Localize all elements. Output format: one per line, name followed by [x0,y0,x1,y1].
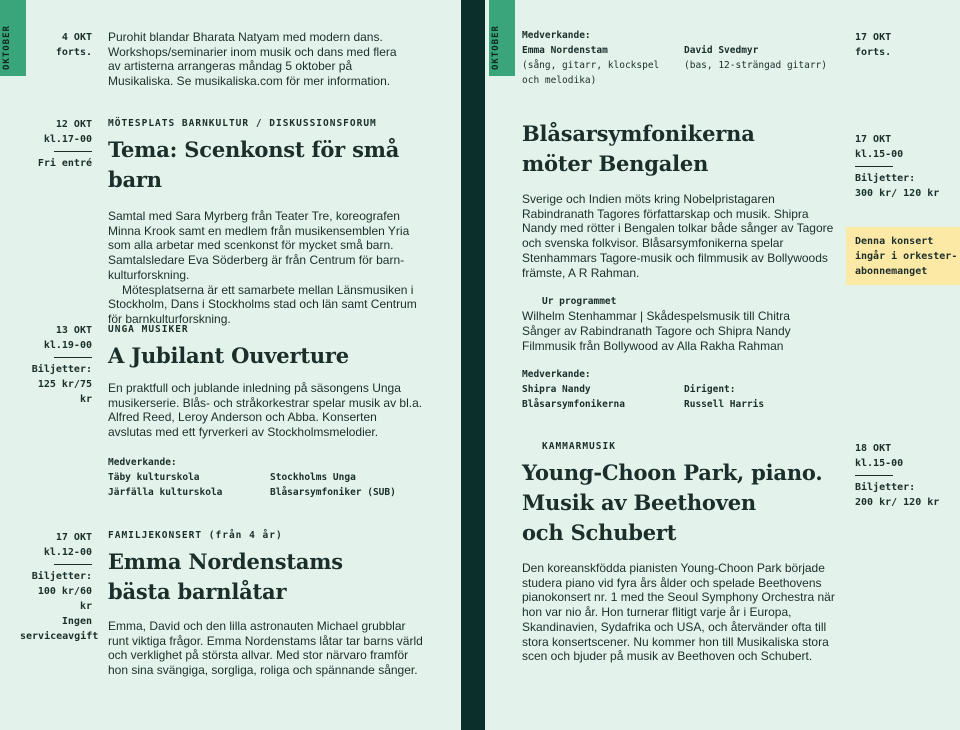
continuation-text: Purohit blandar Bharata Natyam med modern dans. Workshops/seminarier inom musik och dans med flera av artisterna arrangeras måndag 5 oktober på Musikaliska. Se musikaliska.com för mer information. [108,30,397,89]
continuation-date [30,30,92,60]
tickets-label: Biljetter: [31,571,92,582]
event-description: Mötesplatserna är ett samarbete mellan Länsmusiken i Stockholm, Dans i Stockholms stad och län samt Centrum för barnkulturforskning. [108,282,417,326]
price: 200 kr/ 120 kr [855,497,940,508]
event-title: Blåsarsymfonikerna [522,121,755,146]
event-description: En praktfull och jublande inledning på säsongens Unga musikerserie. Blås- och stråkorkestrar spelar musik av bl.a. Alfred Reed, Leroy Anderson och Abba. Konserten avslutas med ett fyrverkeri av Stockholmsmelodier. [108,381,423,440]
event-scenkonst [108,118,428,327]
price: 300 kr/ 120 kr [855,188,940,199]
time: kl.15-00 [855,149,904,160]
month-tab-label: OKTOBER [2,25,12,70]
date: 12 OKT [55,119,92,130]
performer-name: David Svedmyr [684,45,759,56]
program-item: Wilhelm Stenhammar | Skådespelsmusik till Chitra [522,309,790,324]
event-category: MÖTESPLATS BARNKULTUR / DISKUSSIONSFORUM [108,118,377,129]
date: 17 OKT [55,532,92,543]
fee-note: Ingen [61,616,92,627]
note-line: abonnemanget [855,266,928,277]
continued: forts. [55,47,92,58]
event-category: KAMMARMUSIK [542,441,616,452]
time: kl.17-00 [43,134,92,145]
event-blasarsymfonikerna [522,119,840,412]
date: 4 OKT [61,32,92,43]
program-item: Sånger av Rabindranath Tagore och Shipra Nandy [522,323,791,338]
event-title: bästa barnlåtar [108,579,287,604]
time: kl.12-00 [43,547,92,558]
conductor-col [684,382,764,412]
performer-col [270,470,396,500]
entry-info: Fri entré [37,158,92,169]
performer-emma [522,43,667,88]
performers-label: Medverkande: [522,369,591,381]
page-spine [461,0,485,730]
event-description: Samtal med Sara Myrberg från Teater Tre, koreografen Minna Krook samt en medlem från musikensemblen Yria som alla arbetar med scenkonst för mycket små barn. Samtalsledare Eva Söderberg är från Centrum för barnkulturforskning. [108,209,410,282]
event-emma-nordenstam [108,530,426,678]
performer: Shipra Nandy [522,384,591,396]
event-category: FAMILJEKONSERT (från 4 år) [108,530,283,541]
event-meta [20,117,92,171]
price: 100 kr/60 kr [37,586,92,612]
subscription-note [846,227,960,285]
performer-col [522,382,684,412]
note-line: Denna konsert [855,236,934,247]
event-young-choon-park [522,441,842,664]
performer: Täby kulturskola [108,471,200,483]
performer-role: (bas, 12-strängad gitarr) [684,60,827,71]
performers-list [108,470,423,500]
performer: Järfälla kulturskola [108,486,223,498]
time: kl.15-00 [855,458,904,469]
tickets-label: Biljetter: [31,364,92,375]
performer-name: Emma Nordenstam [522,45,608,56]
date: 13 OKT [55,325,92,336]
time: kl.19-00 [43,340,92,351]
conductor: Russell Harris [684,399,765,411]
event-jubilant [108,324,423,500]
tickets-label: Biljetter: [855,482,916,493]
event-title: Young-Choon Park, piano. [522,460,823,485]
price: 125 kr/75 kr [37,379,92,405]
month-tab-left [0,0,26,76]
continuation-date-right [855,30,891,60]
event-category: UNGA MUSIKER [108,324,189,335]
performers-label: Medverkande: [108,456,177,468]
event-meta [20,323,92,407]
performer: Blåsarsymfoniker (SUB) [270,486,396,498]
event-title: och Schubert [522,520,677,545]
month-tab-right [489,0,515,76]
event-meta [855,132,955,201]
performer: Stockholms Unga [270,471,356,483]
date: 17 OKT [855,134,892,145]
event-title: möter Bengalen [522,151,709,176]
program-label: Ur programmet [542,296,617,308]
date: 17 OKT [855,32,892,43]
event-description: Den koreanskfödda pianisten Young-Choon Park började studera piano vid fyra års ålder och spelade Beethovens pianokonsert nr. 1 med the Seoul Symphony Orchestra när hon var nio år. Hon turnerar flitigt varje år i Europa, Skandinavien, Sydafrika och USA, och återvänder ofta till stora konsertscener. Nu kommer hon till Musikaliska stora scen och bjuder på musik av Beethoven och Schubert. [522,561,835,664]
tickets-label: Biljetter: [855,173,916,184]
continued: forts. [855,47,892,58]
event-meta [20,530,99,644]
performer-col [108,470,270,500]
event-title: Emma Nordenstams [108,549,343,574]
date: 18 OKT [855,443,892,454]
event-description: Emma, David och den lilla astronauten Michael grubblar runt viktiga frågor. Emma Nordenstams låtar tar barns värld och verklighet på största allvar. Med stor närvaro framför hon sina svängiga, sorgliga, roliga och spännande sånger. [108,619,423,678]
event-title: A Jubilant Ouverture [108,343,349,368]
performer-david [684,43,834,73]
performers-list [522,382,840,412]
month-tab-label: OKTOBER [491,25,501,70]
performers-label: Medverkande: [522,30,591,41]
conductor-label: Dirigent: [684,384,736,396]
event-title: Musik av Beethoven [522,490,756,515]
event-meta [855,441,955,510]
event-title: Tema: Scenkonst för små barn [108,137,400,192]
program-item: Filmmusik från Bollywood av Alla Rakha Rahman [522,338,784,353]
fee-note: serviceavgift [20,631,99,642]
performer: Blåsarsymfonikerna [522,399,625,411]
event-description: Sverige och Indien möts kring Nobelpristagaren Rabindranath Tagores författarskap och musik. Shipra Nandy med rötter i Bengalen tolkar både sånger av Tagore och svenska folkvisor. Blåsarsymfonikerna spelar Stenhammars Tagore-musik och filmmusik av Bollywoods främste, A R Rahman. [522,192,834,280]
performer-role: (sång, gitarr, klockspel och melodika) [522,60,660,86]
note-line: ingår i orkester- [855,251,958,262]
